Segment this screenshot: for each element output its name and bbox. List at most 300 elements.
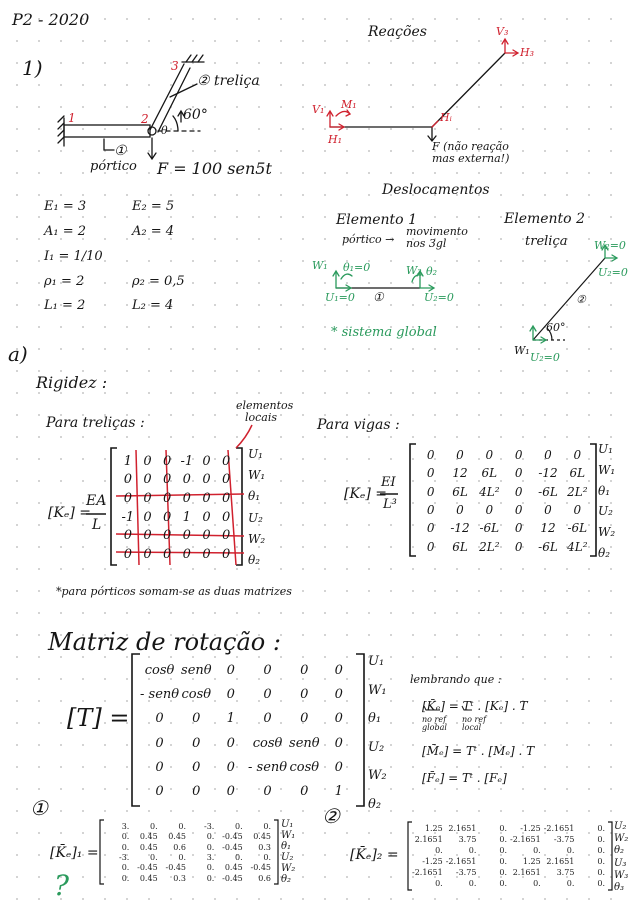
- matrix-cell: 0.: [121, 873, 130, 883]
- matrix-cell: 0.: [533, 846, 541, 855]
- matrix-cell: 0: [222, 472, 231, 488]
- truss-title: Para treliças :: [46, 415, 145, 431]
- matrix-cell: 6L: [452, 539, 468, 554]
- prop-a1: A₁ = 2: [44, 224, 87, 239]
- transform-stiffness-eq: [K̄ₑ] = Tᵗ . [Kₑ] . T: [422, 699, 528, 713]
- matrix-cell: 0: [263, 662, 272, 678]
- matrix-cell: 0: [514, 521, 523, 536]
- rotation-matrix-bracket-right: [356, 654, 364, 806]
- matrix-cell: 0.: [435, 879, 443, 888]
- matrix-cell: 12: [540, 521, 556, 536]
- matrix-cell: 3.: [206, 852, 215, 862]
- dof-label: W₂: [368, 768, 387, 784]
- matrix-cell: -0.45: [250, 863, 271, 873]
- matrix-cell: -3.75: [455, 868, 477, 877]
- matrix-cell: -3.: [203, 822, 215, 831]
- matrix-cell: 0: [514, 466, 523, 481]
- matrix-cell: 0: [163, 547, 172, 563]
- result-marker-1: ①: [30, 796, 48, 820]
- dof-label: θ₃: [614, 881, 625, 893]
- matrix-cell: 0.: [597, 868, 605, 877]
- dof-label: U₂: [248, 510, 263, 525]
- e1-theta1: θ₁=0: [343, 261, 371, 274]
- matrix-cell: 1.25: [522, 857, 541, 866]
- matrix-cell: 0: [426, 484, 435, 499]
- matrix-cell: -2.1651: [510, 835, 541, 844]
- matrix-cell: -6L: [538, 539, 558, 554]
- eq1-note-local: no ref local: [462, 715, 487, 733]
- matrix-cell: 0: [155, 711, 164, 727]
- truss-element-2: [150, 64, 184, 130]
- dof-label: U₃: [614, 857, 627, 869]
- dof-label: W₁: [598, 462, 616, 477]
- matrix-cell: 0.: [566, 879, 575, 888]
- beam-stiffness-matrix: [416, 446, 592, 556]
- local-elements-note: elementos locais: [236, 399, 294, 424]
- matrix-cell: 0.: [150, 852, 158, 862]
- prop-e2: E₂ = 5: [132, 199, 175, 214]
- matrix-cell: 0.: [435, 846, 443, 855]
- beam-title: Para vigas :: [317, 417, 400, 433]
- matrix-cell: 0: [202, 547, 211, 563]
- dof-label: U₂: [281, 852, 294, 863]
- matrix-cell: -0.45: [222, 842, 243, 852]
- dof-label: W₂: [598, 525, 616, 540]
- dof-label: U₂: [614, 821, 627, 832]
- element-2-line: [533, 258, 605, 340]
- matrix-cell: 0: [426, 539, 435, 554]
- matrix-cell: 0.: [468, 846, 477, 855]
- dof-label: θ₁: [598, 483, 611, 498]
- matrix-cell: 0: [514, 448, 523, 463]
- joint-2: [148, 127, 156, 135]
- matrix-cell: -0.45: [137, 863, 158, 873]
- matrix-cell: cosθ: [252, 735, 283, 751]
- dof-label: θ₂: [281, 874, 292, 885]
- matrix-cell: 0: [143, 491, 152, 507]
- matrix-cell: 0: [143, 509, 152, 525]
- matrix-cell: 0: [334, 735, 343, 751]
- dof-label: U₂: [598, 504, 613, 519]
- ea-numerator: EA: [86, 493, 107, 509]
- matrix-cell: 0.: [206, 832, 215, 842]
- prop-i1: I₁ = 1/10: [44, 249, 103, 264]
- matrix-cell: 0: [263, 711, 272, 727]
- matrix-cell: 0: [182, 491, 191, 507]
- rotation-title: Matriz de rotação :: [48, 628, 281, 656]
- prop-p1: ρ₁ = 2: [44, 274, 85, 289]
- page-title: P2 - 2020: [12, 10, 90, 29]
- matrix-cell: 0: [263, 784, 272, 800]
- e2-w1: W₁: [514, 344, 530, 357]
- matrix-cell: - senθ: [248, 759, 288, 775]
- transform-mass-eq: [M̄ₑ] = Tᵗ . [Mₑ] . T: [422, 744, 535, 758]
- matrix-cell: -2.1651: [412, 868, 443, 877]
- matrix-cell: 0: [123, 547, 132, 563]
- matrix-cell: 0: [222, 547, 231, 563]
- k1-bracket-right: [274, 820, 278, 884]
- matrix-cell: 0.: [206, 873, 215, 883]
- matrix-cell: 0: [192, 759, 201, 775]
- matrix-cell: 0.: [178, 822, 186, 831]
- k2-dof-labels: [614, 821, 628, 893]
- matrix-cell: 0: [155, 759, 164, 775]
- matrix-cell: 0.: [499, 879, 507, 888]
- dof-label: θ₂: [614, 845, 625, 857]
- matrix-cell: 0.: [206, 842, 215, 852]
- result-marker-2: ②: [322, 804, 340, 828]
- matrix-cell: 2L²: [479, 539, 500, 554]
- theta-label: θ: [161, 124, 168, 137]
- transform-force-eq: [F̄ₑ] = Tᵗ . [Fₑ]: [422, 771, 507, 785]
- matrix-cell: 0.45: [139, 873, 158, 883]
- force-label: F = 100 sen5t: [157, 159, 272, 178]
- reaction-h1: H₁: [328, 133, 343, 146]
- matrix-cell: 0: [192, 735, 201, 751]
- ei-numerator: EI: [381, 475, 396, 490]
- element-1-global-stiffness-matrix: [104, 822, 274, 884]
- dof-label: W₂: [614, 833, 629, 845]
- matrix-cell: 0: [143, 528, 152, 544]
- matrix-cell: 2.1651: [512, 868, 541, 877]
- matrix-cell: 1: [123, 453, 132, 469]
- dof-label: θ₁: [368, 711, 382, 727]
- element-1-marker: ①: [373, 290, 384, 304]
- matrix-cell: 0.45: [224, 863, 243, 873]
- matrix-cell: 0: [222, 528, 231, 544]
- matrix-cell: 0: [426, 448, 435, 463]
- matrix-cell: 0: [226, 662, 235, 678]
- matrix-cell: -3.75: [553, 835, 575, 844]
- element-1-note-b: movimento nos 3gl: [406, 225, 468, 251]
- matrix-cell: 0.: [566, 846, 575, 855]
- matrix-cell: 0.45: [139, 842, 158, 852]
- matrix-cell: 0: [123, 472, 132, 488]
- matrix-cell: 0.: [206, 863, 215, 873]
- matrix-cell: 0: [123, 528, 132, 544]
- reaction-h3: H₃: [520, 46, 535, 59]
- matrix-cell: 0: [544, 448, 552, 463]
- problem-number: 1): [22, 56, 43, 80]
- element-1-note-a: pórtico →: [342, 233, 395, 246]
- matrix-cell: 0: [182, 528, 191, 544]
- node-1-label: 1: [68, 111, 76, 125]
- matrix-cell: 0.: [121, 832, 130, 842]
- matrix-cell: -12: [538, 466, 558, 481]
- matrix-cell: 0: [163, 509, 172, 525]
- truss-label: ② treliça: [197, 73, 260, 89]
- ei-denominator: L³: [383, 497, 397, 512]
- displacements-title: Deslocamentos: [382, 182, 490, 198]
- matrix-cell: 0: [334, 711, 343, 727]
- matrix-cell: 0.45: [253, 832, 271, 842]
- matrix-cell: 0: [514, 503, 523, 518]
- matrix-cell: 0: [426, 466, 435, 481]
- matrix-cell: 0: [192, 784, 201, 800]
- matrix-cell: 0: [226, 759, 235, 775]
- matrix-cell: 0.: [597, 879, 605, 888]
- matrix-cell: 0: [123, 491, 132, 507]
- matrix-cell: cosθ: [144, 662, 175, 678]
- matrix-cell: 0: [155, 735, 164, 751]
- dof-label: θ₂: [368, 796, 382, 812]
- matrix-cell: -2.1651: [445, 857, 477, 866]
- dof-label: U₁: [248, 447, 263, 461]
- frame-marker: ①: [114, 143, 127, 159]
- matrix-cell: senθ: [181, 662, 212, 678]
- matrix-cell: 0.: [499, 835, 507, 844]
- matrix-cell: 0: [222, 491, 231, 507]
- matrix-cell: 3.75: [556, 868, 575, 877]
- e1-u1: U₁=0: [325, 291, 355, 304]
- matrix-cell: 1: [226, 711, 235, 727]
- question-mark: ?: [54, 869, 70, 902]
- truss-matrix-bracket-left: [111, 448, 117, 565]
- matrix-cell: 0: [573, 448, 582, 463]
- prop-e1: E₁ = 3: [44, 199, 87, 214]
- matrix-cell: 0: [155, 784, 164, 800]
- matrix-cell: 2.1651: [414, 835, 443, 844]
- stiffness-title: Rigidez :: [36, 373, 108, 392]
- matrix-cell: 0: [222, 509, 231, 525]
- angle-label: 60°: [183, 107, 208, 123]
- matrix-cell: 3.: [121, 822, 130, 831]
- matrix-cell: - senθ: [140, 686, 180, 702]
- matrix-cell: 0: [485, 503, 494, 518]
- matrix-cell: -1.25: [422, 857, 443, 866]
- k1-label: [K̄ₑ]₁ =: [50, 845, 99, 861]
- matrix-cell: 6L: [569, 466, 586, 481]
- reactions-title: Reações: [368, 24, 427, 40]
- remember-note: lembrando que :: [410, 673, 502, 686]
- global-system-note: * sistema global: [331, 325, 437, 340]
- reaction-hi: Hᵢ: [440, 111, 452, 124]
- matrix-cell: 0: [163, 472, 172, 488]
- element-2-marker: ②: [576, 293, 586, 306]
- matrix-cell: -3.: [118, 852, 130, 862]
- matrix-cell: -6L: [479, 521, 500, 536]
- matrix-cell: 0.: [121, 842, 130, 852]
- matrix-cell: -6L: [538, 484, 558, 499]
- dof-label: θ₁: [281, 841, 292, 852]
- matrix-cell: 2L²: [567, 484, 588, 499]
- matrix-cell: 0.: [263, 822, 271, 831]
- e1-w2: W₂: [406, 264, 422, 277]
- prop-p2: ρ₂ = 0,5: [132, 274, 185, 289]
- matrix-cell: 4L²: [567, 539, 588, 554]
- matrix-cell: 0: [334, 759, 343, 775]
- element-1-title: Elemento 1: [336, 212, 417, 228]
- matrix-cell: 0.: [468, 879, 477, 888]
- matrix-cell: senθ: [289, 735, 320, 751]
- truss-matrix-bracket-right: [236, 448, 242, 565]
- element-2-global-stiffness-matrix: [412, 824, 608, 890]
- matrix-cell: 0.: [499, 868, 507, 877]
- matrix-cell: 0: [202, 491, 211, 507]
- dof-label: U₁: [281, 819, 294, 830]
- matrix-cell: 0.: [235, 852, 243, 862]
- reaction-m1: M₁: [341, 98, 357, 111]
- matrix-cell: 0.: [150, 822, 158, 831]
- matrix-cell: 0: [456, 448, 464, 463]
- truss-matrix-dof-labels: [248, 447, 265, 567]
- matrix-cell: 0: [426, 521, 435, 536]
- dof-label: θ₂: [598, 545, 611, 560]
- matrix-cell: 0: [202, 509, 211, 525]
- e2-u2: U₂=0: [598, 266, 628, 279]
- dof-label: W₂: [281, 863, 296, 874]
- rotation-matrix-dof-labels: [368, 654, 387, 812]
- matrix-cell: 0: [300, 784, 309, 800]
- k2-label: [K̄ₑ]₂ =: [350, 847, 399, 863]
- matrix-cell: -0.45: [222, 832, 243, 842]
- k1-dof-labels: [281, 819, 295, 885]
- matrix-cell: 0.: [597, 835, 605, 844]
- matrix-cell: 6L: [481, 466, 498, 481]
- e2-w2: W₂=0: [594, 239, 626, 252]
- matrix-cell: 0: [202, 528, 211, 544]
- matrix-cell: 0: [226, 735, 235, 751]
- dof-label: U₁: [598, 442, 613, 456]
- matrix-cell: 0: [143, 453, 152, 469]
- frame-element-1: [64, 125, 150, 137]
- matrix-cell: 12: [452, 466, 468, 481]
- beam-k-label: [Kₑ] =: [344, 486, 387, 502]
- beam-matrix-dof-labels: [598, 442, 615, 560]
- matrix-cell: 0.: [178, 852, 186, 862]
- matrix-cell: 0: [143, 472, 152, 488]
- matrix-cell: 0: [514, 484, 523, 499]
- matrix-cell: 0: [334, 662, 343, 678]
- matrix-cell: -2.1651: [543, 824, 575, 833]
- matrix-cell: 0.: [597, 857, 605, 866]
- node-3-label: 3: [171, 59, 179, 73]
- matrix-cell: 0.: [597, 824, 605, 833]
- matrix-cell: 0: [300, 662, 309, 678]
- matrix-cell: -1.25: [520, 824, 541, 833]
- matrix-cell: 0.45: [139, 832, 158, 842]
- prop-a2: A₂ = 4: [132, 224, 175, 239]
- matrix-cell: 0: [485, 448, 494, 463]
- matrix-cell: -1: [180, 453, 194, 469]
- e1-w1: W₁: [312, 259, 328, 272]
- matrix-cell: 3.75: [458, 835, 477, 844]
- matrix-cell: 0.: [533, 879, 541, 888]
- matrix-cell: 1: [182, 509, 191, 525]
- matrix-cell: 0: [514, 539, 523, 554]
- reaction-v1: V₁: [312, 103, 325, 116]
- matrix-cell: 0: [226, 686, 235, 702]
- matrix-cell: 0.: [235, 822, 243, 831]
- dof-label: W₁: [281, 830, 296, 841]
- rotation-matrix: [140, 658, 356, 804]
- dof-label: W₃: [614, 869, 629, 881]
- matrix-cell: 0.: [263, 852, 271, 862]
- matrix-cell: 6L: [452, 484, 468, 499]
- matrix-cell: -0.45: [165, 863, 186, 873]
- node-2-label: 2: [141, 112, 149, 126]
- matrix-cell: -0.45: [222, 873, 243, 883]
- k2-bracket-right: [608, 822, 612, 890]
- matrix-cell: 0: [456, 503, 464, 518]
- frame-label: pórtico: [90, 159, 137, 174]
- matrix-cell: 0: [226, 784, 235, 800]
- matrix-cell: 0: [163, 453, 172, 469]
- reaction-v3: V₃: [496, 25, 509, 38]
- e1-theta2: θ₂: [426, 265, 438, 278]
- matrix-cell: 0: [334, 686, 343, 702]
- matrix-cell: 0: [544, 503, 552, 518]
- ea-denominator: L: [92, 517, 102, 533]
- dof-label: U₂: [368, 739, 385, 755]
- matrix-cell: -1: [121, 509, 135, 525]
- matrix-cell: 0: [182, 472, 191, 488]
- matrix-cell: 0: [163, 491, 172, 507]
- matrix-cell: 0: [182, 547, 191, 563]
- matrix-cell: 0.6: [258, 873, 271, 883]
- matrix-cell: 0.45: [168, 832, 186, 842]
- truss-k-label: [Kₑ] =: [48, 505, 91, 521]
- matrix-cell: 0.3: [258, 842, 271, 852]
- element-2-subtitle: treliça: [525, 234, 568, 249]
- dof-label: θ₂: [248, 552, 261, 567]
- dof-label: W₁: [248, 468, 266, 483]
- matrix-cell: cosθ: [181, 686, 212, 702]
- matrix-cell: 0: [163, 528, 172, 544]
- matrix-cell: 1.25: [424, 824, 443, 833]
- truss-footnote: *para pórticos somam-se as duas matrizes: [56, 585, 292, 598]
- matrix-cell: 0.: [597, 846, 605, 855]
- element-2-angle: 60°: [546, 321, 566, 334]
- section-a-label: a): [8, 342, 28, 366]
- matrix-cell: 0: [143, 547, 152, 563]
- matrix-cell: 0.6: [173, 842, 186, 852]
- matrix-cell: 0: [222, 453, 231, 469]
- matrix-cell: 0.: [121, 863, 130, 873]
- matrix-cell: 0.: [499, 824, 507, 833]
- matrix-cell: 0: [202, 472, 211, 488]
- prop-l1: L₁ = 2: [44, 298, 86, 313]
- matrix-cell: 0: [202, 453, 211, 469]
- dof-label: U₁: [368, 654, 385, 669]
- rotation-t-label: [T] =: [67, 704, 130, 732]
- e2-u1: U₂=0: [530, 351, 560, 364]
- matrix-cell: 4L²: [479, 484, 500, 499]
- rotation-matrix-bracket-left: [132, 654, 140, 806]
- matrix-cell: 0: [426, 503, 435, 518]
- matrix-cell: 0.: [499, 857, 507, 866]
- matrix-cell: 0.: [499, 846, 507, 855]
- eq1-note-global: no ref global: [422, 715, 447, 733]
- dof-label: W₂: [248, 531, 266, 546]
- element-2-title: Elemento 2: [504, 211, 585, 227]
- matrix-cell: 0: [300, 711, 309, 727]
- matrix-cell: 0: [263, 686, 272, 702]
- matrix-cell: 2.1651: [448, 824, 477, 833]
- matrix-cell: 0: [573, 503, 582, 518]
- matrix-cell: 2.1651: [546, 857, 575, 866]
- dof-label: θ₁: [248, 489, 261, 504]
- matrix-cell: cosθ: [289, 759, 320, 775]
- matrix-cell: 0.3: [173, 873, 186, 883]
- prop-l2: L₂ = 4: [132, 298, 174, 313]
- dof-label: W₁: [368, 682, 387, 698]
- truss-stiffness-matrix: [118, 452, 236, 564]
- matrix-cell: 0: [192, 711, 201, 727]
- matrix-cell: -6L: [567, 521, 588, 536]
- matrix-cell: -12: [450, 521, 470, 536]
- matrix-cell: 0: [300, 686, 309, 702]
